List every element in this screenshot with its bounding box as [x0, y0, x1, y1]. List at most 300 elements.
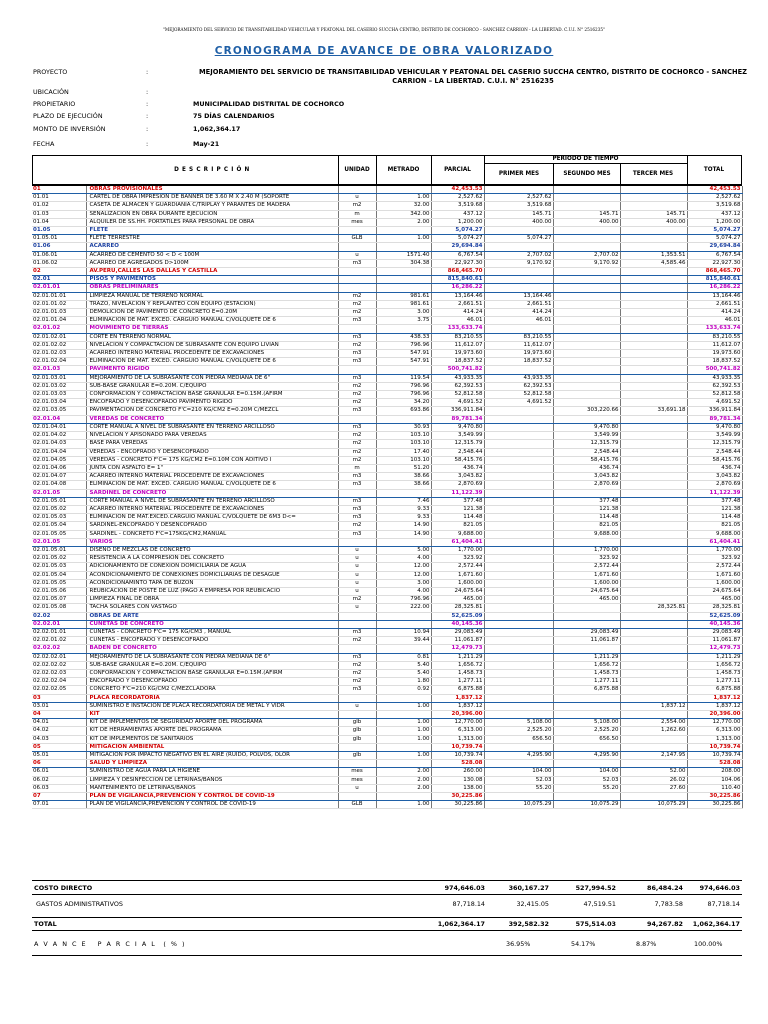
- total-total: 1,062,364.17: [692, 920, 740, 928]
- item-mes1: [484, 366, 553, 374]
- gastos-mes2: 47,519.51: [583, 900, 616, 908]
- item-description: LIMPIEZA Y DESINFECCION DE LETRINAS/BAÑOS: [86, 776, 338, 784]
- item-description: CARTEL DE OBRA IMPRESION DE BANNER DE 3.60 M X 2.40 M (SOPORTE: [86, 194, 338, 202]
- item-mes1: 4,691.52: [484, 399, 553, 407]
- table-row: [32, 415, 742, 423]
- item-parcial: 89,781.34: [431, 415, 484, 423]
- item-mes2: [553, 694, 620, 702]
- item-mes2: 821.05: [553, 522, 620, 530]
- item-unit: u: [338, 587, 376, 595]
- item-unit: m3: [338, 374, 376, 382]
- item-mes2: 323.92: [553, 555, 620, 563]
- item-code: 02.01.05.05: [32, 579, 86, 587]
- item-mes1: [484, 546, 553, 554]
- table-row: [32, 587, 742, 595]
- item-unit: glb: [338, 719, 376, 727]
- item-unit: m3: [338, 505, 376, 513]
- item-code: 02.02.02: [32, 645, 86, 653]
- item-code: 04: [32, 711, 86, 719]
- item-unit: [338, 325, 376, 333]
- item-mes2: 1,600.00: [553, 579, 620, 587]
- table-row: [32, 333, 742, 341]
- item-metrado: 1.00: [376, 801, 431, 809]
- item-mes1: 9,170.92: [484, 259, 553, 267]
- table-row: [32, 440, 742, 448]
- item-mes3: [620, 587, 687, 595]
- item-mes2: 9,170.92: [553, 259, 620, 267]
- item-metrado: 103.10: [376, 432, 431, 440]
- item-unit: m3: [338, 530, 376, 538]
- item-code: 02.02.01.02: [32, 637, 86, 645]
- item-unit: m3: [338, 350, 376, 358]
- item-code: 02.01.05: [32, 538, 86, 546]
- costo-parcial: 974,646.03: [444, 884, 485, 892]
- item-mes1: [484, 243, 553, 251]
- item-mes2: 52.03: [553, 776, 620, 784]
- item-mes3: [620, 366, 687, 374]
- item-parcial: 29,083.49: [431, 628, 484, 636]
- item-mes1: 414.24: [484, 309, 553, 317]
- item-metrado: [376, 620, 431, 628]
- item-parcial: 815,840.61: [431, 276, 484, 284]
- item-mes2: 400.00: [553, 218, 620, 226]
- item-parcial: 868,465.70: [431, 268, 484, 276]
- item-parcial: 1,277.11: [431, 678, 484, 686]
- item-mes3: [620, 793, 687, 801]
- item-mes1: 2,527.62: [484, 194, 553, 202]
- item-description: VARIOS: [86, 538, 338, 546]
- item-unit: u: [338, 784, 376, 792]
- item-metrado: 34.20: [376, 399, 431, 407]
- item-mes2: 2,548.44: [553, 448, 620, 456]
- item-metrado: [376, 227, 431, 235]
- table-row: [32, 571, 742, 579]
- item-mes2: 1,770.00: [553, 546, 620, 554]
- item-unit: m3: [338, 686, 376, 694]
- item-total: 29,083.49: [687, 628, 742, 636]
- table-row: [32, 399, 742, 407]
- item-metrado: 1571.40: [376, 251, 431, 259]
- table-row: [32, 341, 742, 349]
- item-mes1: 400.00: [484, 218, 553, 226]
- item-mes3: [620, 292, 687, 300]
- header-total: TOTAL: [703, 167, 725, 173]
- item-parcial: 16,286.22: [431, 284, 484, 292]
- item-parcial: 20,396.00: [431, 711, 484, 719]
- item-mes2: 55.20: [553, 784, 620, 792]
- item-metrado: 796.96: [376, 382, 431, 390]
- item-metrado: 103.10: [376, 456, 431, 464]
- item-description: SARDINEL - CONCRETO F'C=175KG/CM2,MANUAL: [86, 530, 338, 538]
- header-parcial: PARCIAL: [444, 167, 471, 173]
- item-mes3: [620, 653, 687, 661]
- item-unit: m: [338, 210, 376, 218]
- item-unit: m3: [338, 653, 376, 661]
- item-parcial: 1,211.29: [431, 653, 484, 661]
- item-mes2: 465.00: [553, 596, 620, 604]
- item-unit: glb: [338, 727, 376, 735]
- item-mes1: 104.00: [484, 768, 553, 776]
- item-description: LIMPIEZA MANUAL DE TERRENO NORMAL: [86, 292, 338, 300]
- item-unit: m3: [338, 514, 376, 522]
- total-mes3: 94,267.82: [647, 920, 683, 928]
- item-description: CONFORMACIÓN Y COMPACTACIÓN BASE GRANULAR E=0.15M.(AFIRM: [86, 669, 338, 677]
- item-mes1: 4,295.90: [484, 752, 553, 760]
- item-mes3: [620, 456, 687, 464]
- item-mes3: [620, 645, 687, 653]
- item-description: VEREDAS DE CONCRETO: [86, 415, 338, 423]
- item-description: MITIGACION AMBIENTAL: [86, 743, 338, 751]
- item-metrado: 547.91: [376, 350, 431, 358]
- item-mes1: [484, 612, 553, 620]
- item-mes2: [553, 358, 620, 366]
- item-metrado: 17.40: [376, 448, 431, 456]
- col-line: [553, 163, 554, 185]
- item-mes3: [620, 522, 687, 530]
- item-description: PAVIMENTO RIGIDO: [86, 366, 338, 374]
- item-parcial: 1,200.00: [431, 218, 484, 226]
- item-description: ADICIONAMIENTO DE CONEXION DOMICILIARIA DE AGUA: [86, 563, 338, 571]
- item-description: BASE PARA VEREDAS: [86, 440, 338, 448]
- item-mes2: 114.48: [553, 514, 620, 522]
- item-total: 9,470.80: [687, 423, 742, 431]
- item-description: ACARREO DE CEMENTO 50 < D < 100M: [86, 251, 338, 259]
- item-metrado: 304.38: [376, 259, 431, 267]
- table-row: [32, 727, 742, 735]
- item-mes3: [620, 333, 687, 341]
- item-metrado: 7.46: [376, 497, 431, 505]
- item-metrado: 4.00: [376, 587, 431, 595]
- item-total: 114.48: [687, 514, 742, 522]
- item-parcial: 52,625.09: [431, 612, 484, 620]
- item-code: 02.01.03.04: [32, 399, 86, 407]
- item-total: 437.12: [687, 210, 742, 218]
- info-ubicacion: [33, 88, 149, 96]
- item-mes3: [620, 628, 687, 636]
- info-fecha: [33, 140, 220, 148]
- item-code: 02.01.01.03: [32, 309, 86, 317]
- item-total: 3,043.82: [687, 473, 742, 481]
- item-mes2: [553, 227, 620, 235]
- item-mes3: [620, 694, 687, 702]
- item-total: 821.05: [687, 522, 742, 530]
- item-mes2: 9,688.00: [553, 530, 620, 538]
- avance-mes2: 54.17%: [571, 940, 596, 948]
- item-mes3: [620, 735, 687, 743]
- item-description: ACARREO INTERNO MATERIAL PROCEDENTE DE EXCAVACIONES: [86, 350, 338, 358]
- item-unit: m3: [338, 407, 376, 415]
- item-total: 121.38: [687, 505, 742, 513]
- item-description: MANTENIMIENTO DE LETRINAS/BAÑOS: [86, 784, 338, 792]
- item-mes3: 33,691.18: [620, 407, 687, 415]
- item-total: 20,396.00: [687, 711, 742, 719]
- item-mes1: [484, 325, 553, 333]
- col-line: [32, 155, 33, 185]
- item-description: PAVIMENTACIÓN DE CONCRETO F'C=210 KG/CM2 E=0.20M C/MEZCL: [86, 407, 338, 415]
- item-unit: m3: [338, 317, 376, 325]
- table-row: [32, 284, 742, 292]
- item-metrado: [376, 489, 431, 497]
- item-mes1: [484, 456, 553, 464]
- item-description: ACARREO INTERNO MATERIAL PROCEDENTE DE EXCAVACIONES: [86, 473, 338, 481]
- item-mes2: [553, 284, 620, 292]
- item-unit: [338, 186, 376, 194]
- item-total: 1,770.00: [687, 546, 742, 554]
- item-parcial: 377.48: [431, 497, 484, 505]
- item-mes2: [553, 300, 620, 308]
- item-mes3: [620, 743, 687, 751]
- item-total: 1,837.12: [687, 702, 742, 710]
- item-metrado: 9.33: [376, 505, 431, 513]
- item-mes3: [620, 563, 687, 571]
- item-mes2: [553, 702, 620, 710]
- item-unit: [338, 227, 376, 235]
- table-row: [32, 497, 742, 505]
- item-description: SUMINISTRO DE AGUA PARA LA HIGIENE: [86, 768, 338, 776]
- item-mes2: [553, 793, 620, 801]
- table-row: [32, 694, 742, 702]
- item-parcial: 414.24: [431, 309, 484, 317]
- item-code: 02.01.05.01: [32, 546, 86, 554]
- item-unit: m3: [338, 497, 376, 505]
- item-description: VEREDAS - CONCRETO F'C= 175 KG/CM2 E=0.10M CON ADITIVO I: [86, 456, 338, 464]
- item-unit: u: [338, 571, 376, 579]
- item-unit: u: [338, 702, 376, 710]
- item-code: 07: [32, 793, 86, 801]
- item-total: 6,875.88: [687, 686, 742, 694]
- item-total: 28,325.81: [687, 604, 742, 612]
- item-parcial: 260.00: [431, 768, 484, 776]
- item-metrado: 0.81: [376, 653, 431, 661]
- item-unit: [338, 645, 376, 653]
- item-parcial: 3,549.99: [431, 432, 484, 440]
- table-row: [32, 784, 742, 792]
- item-mes3: [620, 555, 687, 563]
- item-mes1: [484, 711, 553, 719]
- item-unit: [338, 743, 376, 751]
- item-code: 02.01.02: [32, 325, 86, 333]
- table-row: [32, 300, 742, 308]
- item-metrado: 222.00: [376, 604, 431, 612]
- item-metrado: 12.00: [376, 571, 431, 579]
- item-parcial: 1,671.60: [431, 571, 484, 579]
- item-mes1: [484, 678, 553, 686]
- item-description: ENCOFRADO Y DESENCOFRADO PAVIMENTO RIGIDO: [86, 399, 338, 407]
- item-code: 02.01.02.02: [32, 341, 86, 349]
- item-unit: glb: [338, 735, 376, 743]
- item-total: 42,453.53: [687, 186, 742, 194]
- item-mes1: [484, 227, 553, 235]
- item-code: 01.04: [32, 218, 86, 226]
- item-parcial: 6,313.00: [431, 727, 484, 735]
- item-code: 02.01.04.08: [32, 481, 86, 489]
- item-unit: m2: [338, 440, 376, 448]
- item-unit: u: [338, 579, 376, 587]
- item-description: ACONDICIONAMIENTO DE CONEXIONES DOMICILIARIAS DE DESAGUE: [86, 571, 338, 579]
- item-metrado: 30.93: [376, 423, 431, 431]
- item-code: 02.01.05.01: [32, 497, 86, 505]
- item-total: 528.08: [687, 760, 742, 768]
- item-code: 02.01.04.07: [32, 473, 86, 481]
- item-mes3: 2,554.00: [620, 719, 687, 727]
- item-mes1: 2,661.51: [484, 300, 553, 308]
- item-code: 05.01: [32, 752, 86, 760]
- table-row: [32, 423, 742, 431]
- item-total: 12,770.00: [687, 719, 742, 727]
- item-unit: m2: [338, 300, 376, 308]
- item-total: 83,210.55: [687, 333, 742, 341]
- item-metrado: 32.00: [376, 202, 431, 210]
- item-code: 01.06: [32, 243, 86, 251]
- summary-bottom-border: [32, 955, 742, 956]
- item-description: VEREDAS - ENCOFRADO Y DESENCOFRADO: [86, 448, 338, 456]
- item-unit: [338, 793, 376, 801]
- item-code: 02.02.01: [32, 620, 86, 628]
- item-mes1: 3,519.68: [484, 202, 553, 210]
- item-metrado: 5.00: [376, 546, 431, 554]
- header-unidad: UNIDAD: [344, 167, 370, 173]
- item-unit: [338, 760, 376, 768]
- item-parcial: 1,600.00: [431, 579, 484, 587]
- item-mes1: [484, 760, 553, 768]
- item-metrado: [376, 268, 431, 276]
- item-parcial: 46.01: [431, 317, 484, 325]
- item-mes3: 1,353.51: [620, 251, 687, 259]
- item-mes2: 5,108.00: [553, 719, 620, 727]
- item-code: 02.01.04: [32, 415, 86, 423]
- item-total: 5,074.27: [687, 235, 742, 243]
- item-parcial: 24,675.64: [431, 587, 484, 595]
- info-plazo: [33, 112, 275, 120]
- item-metrado: 2.00: [376, 768, 431, 776]
- item-total: 52,812.58: [687, 391, 742, 399]
- item-parcial: 1,770.00: [431, 546, 484, 554]
- item-unit: mes: [338, 776, 376, 784]
- item-mes1: [484, 743, 553, 751]
- item-mes2: 656.50: [553, 735, 620, 743]
- item-mes3: [620, 538, 687, 546]
- costo-mes3: 86,484.24: [647, 884, 683, 892]
- item-mes1: 55.20: [484, 784, 553, 792]
- item-mes1: 145.71: [484, 210, 553, 218]
- table-row: [32, 752, 742, 760]
- item-mes1: [484, 473, 553, 481]
- item-mes2: 24,675.64: [553, 587, 620, 595]
- item-mes3: [620, 596, 687, 604]
- item-description: BADEN DE CONCRETO: [86, 645, 338, 653]
- item-code: 02.01.02.03: [32, 350, 86, 358]
- item-parcial: 10,739.74: [431, 743, 484, 751]
- item-parcial: 9,470.80: [431, 423, 484, 431]
- item-code: 02.02: [32, 612, 86, 620]
- item-unit: m3: [338, 481, 376, 489]
- item-parcial: 2,527.62: [431, 194, 484, 202]
- item-description: OBRAS PROVISIONALES: [86, 186, 338, 194]
- colon: :: [146, 100, 149, 108]
- item-mes2: 11,061.87: [553, 637, 620, 645]
- item-code: 01.03: [32, 210, 86, 218]
- item-mes3: [620, 571, 687, 579]
- item-metrado: 547.91: [376, 358, 431, 366]
- item-mes1: 11,612.07: [484, 341, 553, 349]
- item-mes3: [620, 678, 687, 686]
- table-row: [32, 235, 742, 243]
- table-row: [32, 620, 742, 628]
- costo-directo-label: COSTO DIRECTO: [34, 884, 93, 892]
- item-mes2: 2,525.20: [553, 727, 620, 735]
- item-mes3: [620, 432, 687, 440]
- gastos-parcial: 87,718.14: [452, 900, 485, 908]
- item-code: 04.02: [32, 727, 86, 735]
- table-row: [32, 735, 742, 743]
- summary-divider: [32, 917, 742, 918]
- header-descripcion: D E S C R I P C I Ó N: [174, 167, 250, 173]
- item-total: 40,145.36: [687, 620, 742, 628]
- table-row: [32, 464, 742, 472]
- item-code: 01: [32, 186, 86, 194]
- item-mes1: [484, 284, 553, 292]
- item-mes2: [553, 760, 620, 768]
- item-mes3: [620, 612, 687, 620]
- table-row: [32, 268, 742, 276]
- item-unit: m2: [338, 382, 376, 390]
- item-metrado: 342.00: [376, 210, 431, 218]
- item-mes1: [484, 432, 553, 440]
- item-code: 03.01: [32, 702, 86, 710]
- item-mes3: [620, 300, 687, 308]
- item-mes2: 1,656.72: [553, 661, 620, 669]
- table-row: [32, 227, 742, 235]
- item-mes1: [484, 686, 553, 694]
- item-total: 323.92: [687, 555, 742, 563]
- item-mes2: [553, 374, 620, 382]
- item-total: 62,392.53: [687, 382, 742, 390]
- item-mes2: [553, 604, 620, 612]
- item-parcial: 61,404.41: [431, 538, 484, 546]
- item-unit: mes: [338, 768, 376, 776]
- item-parcial: 436.74: [431, 464, 484, 472]
- item-mes1: [484, 694, 553, 702]
- item-parcial: 28,325.81: [431, 604, 484, 612]
- table-row: [32, 317, 742, 325]
- item-metrado: [376, 325, 431, 333]
- item-mes2: 1,671.60: [553, 571, 620, 579]
- item-description: MOVIMIENTO DE TIERRAS: [86, 325, 338, 333]
- item-description: OBRAS DE ARTE: [86, 612, 338, 620]
- item-mes3: 1,837.12: [620, 702, 687, 710]
- item-unit: [338, 612, 376, 620]
- item-mes1: [484, 522, 553, 530]
- item-total: 9,688.00: [687, 530, 742, 538]
- summary-divider: [32, 930, 742, 931]
- item-mes3: [620, 358, 687, 366]
- item-mes3: [620, 505, 687, 513]
- item-code: 02.02.02.04: [32, 678, 86, 686]
- item-code: 02.01.01.02: [32, 300, 86, 308]
- item-metrado: 14.90: [376, 530, 431, 538]
- table-row: [32, 801, 742, 809]
- item-total: 6,767.54: [687, 251, 742, 259]
- costo-mes2: 527,994.52: [575, 884, 616, 892]
- item-code: 01.06.01: [32, 251, 86, 259]
- item-metrado: [376, 743, 431, 751]
- item-unit: m2: [338, 391, 376, 399]
- item-mes3: 4,585.46: [620, 259, 687, 267]
- item-mes1: 62,392.53: [484, 382, 553, 390]
- item-total: 1,200.00: [687, 218, 742, 226]
- item-mes1: [484, 571, 553, 579]
- item-metrado: 2.00: [376, 218, 431, 226]
